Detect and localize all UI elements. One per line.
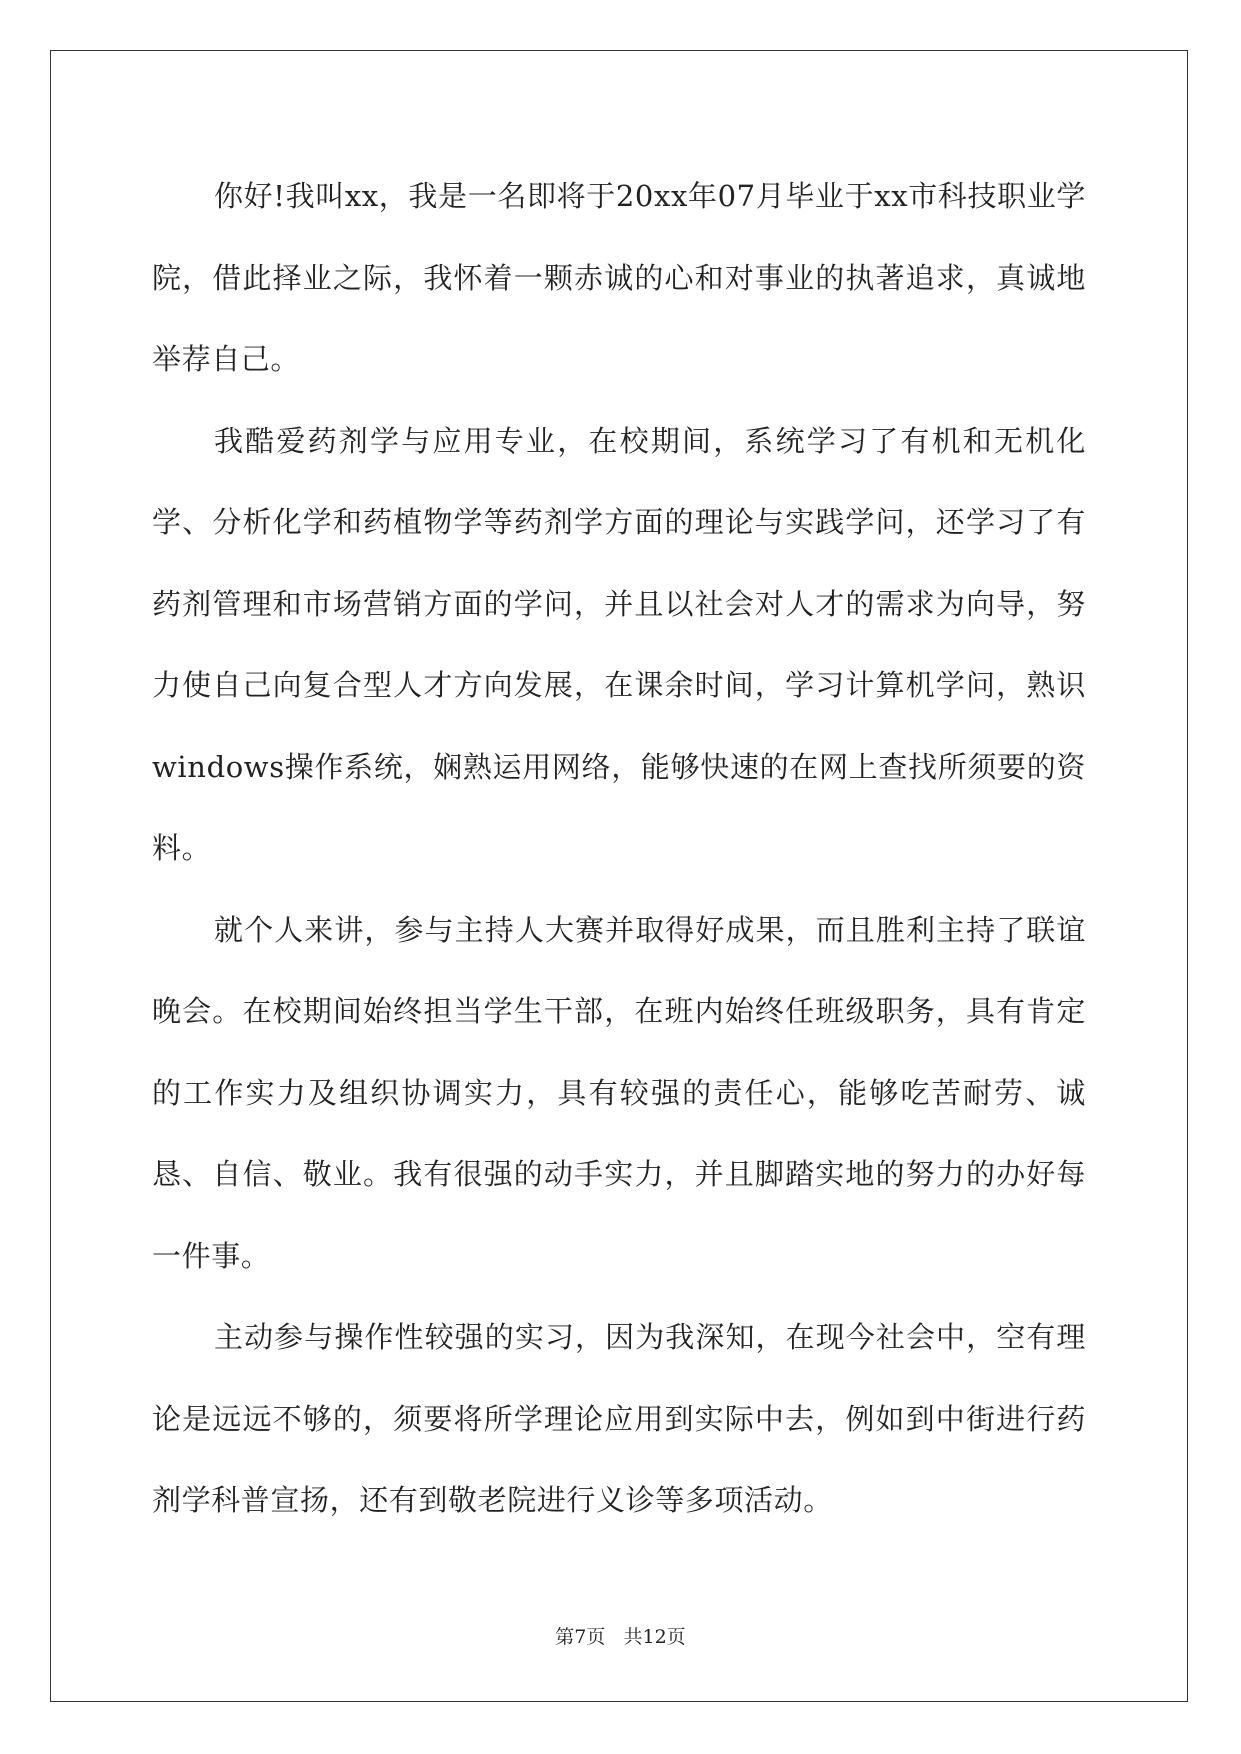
paragraph: 你好!我叫xx，我是一名即将于20xx年07月毕业于xx市科技职业学院，借此择业之际，我怀着一颗赤诚的心和对事业的执著追求，真诚地举荐自己。	[152, 179, 1086, 376]
paragraph: 就个人来讲，参与主持人大赛并取得好成果，而且胜利主持了联谊晚会。在校期间始终担当学生干部，在班内始终任班级职务，具有肯定的工作实力及组织协调实力，具有较强的责任心，能够吃苦耐劳、诚恳、自信、敬业。我有很强的动手实力，并且脚踏实地的努力的办好每一件事。	[152, 912, 1086, 1273]
document-body	[152, 156, 1086, 1542]
page-number: 第7页 共12页	[555, 1626, 686, 1648]
paragraph: 主动参与操作性较强的实习，因为我深知，在现今社会中，空有理论是远远不够的，须要将所学理论应用到实际中去，例如到中街进行药剂学科普宣扬，还有到敬老院进行义诊等多项活动。	[152, 1320, 1086, 1517]
paragraph: 我酷爱药剂学与应用专业，在校期间，系统学习了有机和无机化学、分析化学和药植物学等药剂学方面的理论与实践学问，还学习了有药剂管理和市场营销方面的学问，并且以社会对人才的需求为向导，努力使自己向复合型人才方向发展，在课余时间，学习计算机学问，熟识windows操作系统，娴熟运用网络，能够快速的在网上查找所须要的资料。	[152, 423, 1086, 865]
